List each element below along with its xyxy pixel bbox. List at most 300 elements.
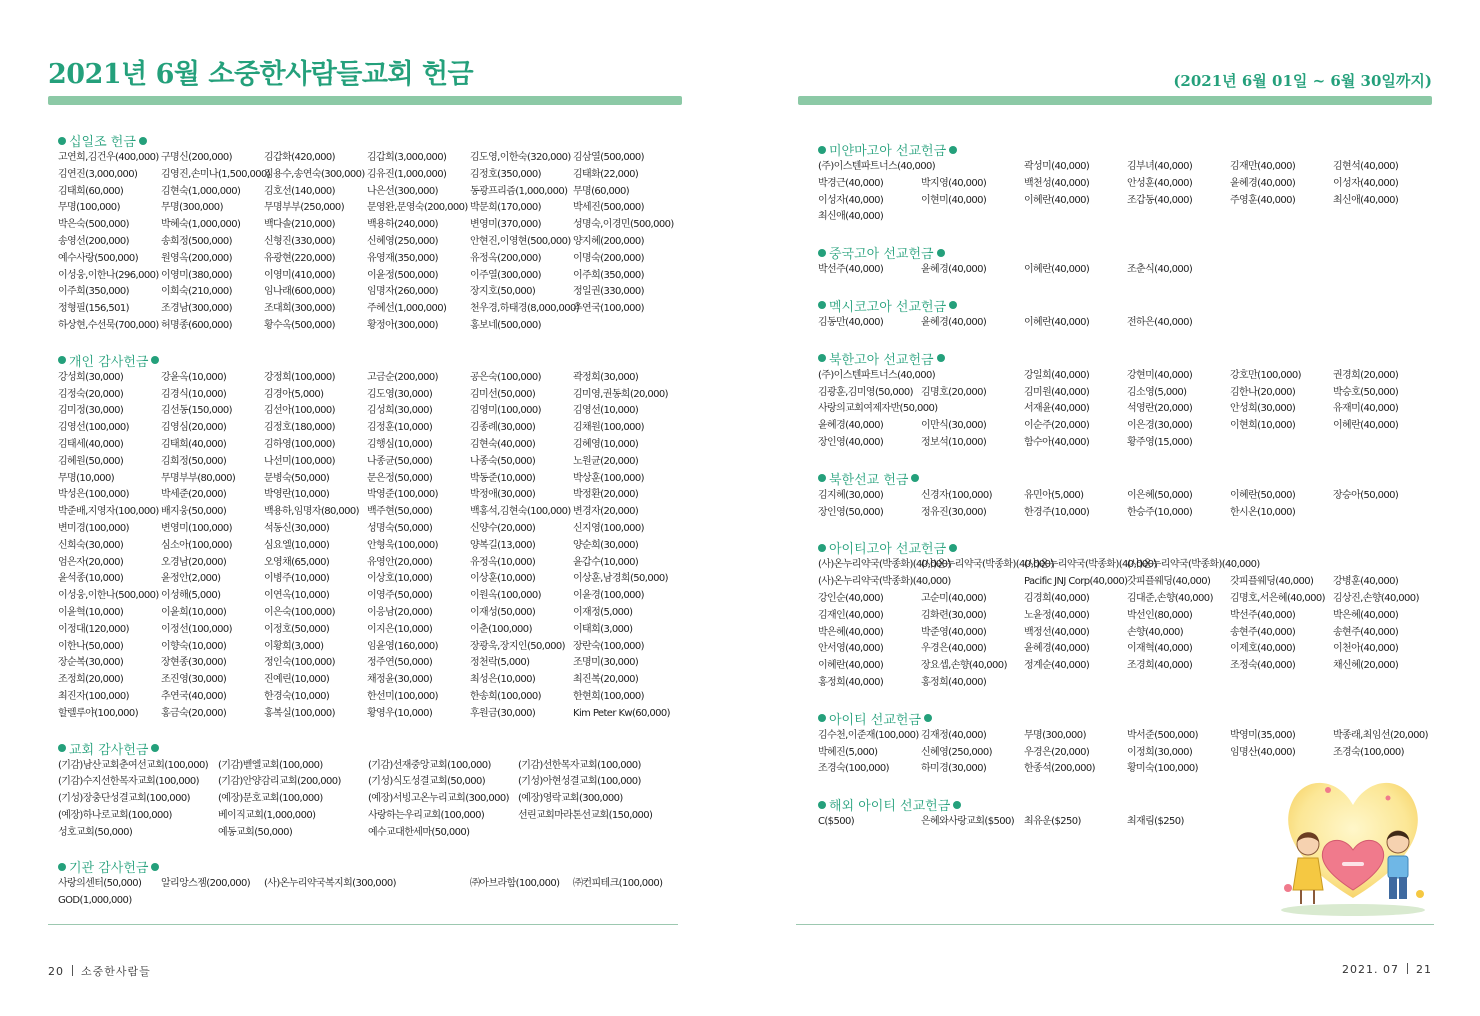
donor-entry: 강병훈(40,000) [1333, 576, 1399, 588]
section-heading [58, 131, 688, 150]
section-title: 해외 아이티 선교헌금 [829, 799, 951, 815]
donor-entry: (사)온누리약국복지회(300,000) [264, 878, 396, 890]
donor-entry: 무명(10,000) [58, 472, 115, 484]
donor-entry: 김성희(30,000) [367, 405, 433, 417]
donor-entry: 조경남(300,000) [161, 303, 232, 315]
donor-entry: 장란숙(100,000) [573, 640, 644, 652]
magazine-name: 소중한사람들 [81, 965, 151, 978]
bullet-dot-icon [949, 146, 957, 154]
left-offering-sections [58, 131, 688, 926]
page-title: 2021년 6월 소중한사람들교회 헌금 [48, 59, 474, 90]
donor-entry: 동광프리즘(1,000,000) [470, 185, 568, 197]
donor-entry: 정인숙(100,000) [264, 657, 335, 669]
donor-entry: 무명(300,000) [161, 202, 223, 214]
donor-entry: 김광훈,김미영(50,000) [818, 386, 913, 398]
donor-entry: ㈜아브라함(100,000) [470, 878, 560, 890]
donor-entry: 공은숙(100,000) [470, 371, 541, 383]
offering-section [58, 857, 688, 910]
donor-entry: 무명(60,000) [573, 185, 630, 197]
donor-entry: 조진영(30,000) [161, 674, 227, 686]
donor-entry: 박영란(10,000) [264, 489, 330, 501]
donor-entry: 나종숙(50,000) [470, 455, 536, 467]
donor-entry: 강호만(100,000) [1230, 369, 1301, 381]
donor-entry: 유재미(40,000) [1333, 403, 1399, 415]
donor-list [818, 557, 1438, 691]
donor-entry: 유영재(350,000) [367, 252, 438, 264]
donor-entry: 변영미(100,000) [161, 522, 232, 534]
donor-entry: (사)온누리약국(박종화)(40,000) [818, 559, 951, 571]
donor-entry: 주혜선(1,000,000) [367, 303, 447, 315]
donor-entry: 문영완,문영숙(200,000) [367, 202, 468, 214]
donor-list [818, 488, 1438, 522]
donor-entry: 김도영(30,000) [367, 388, 433, 400]
donor-entry: 조경희(40,000) [1127, 660, 1193, 672]
donor-entry: 서재윤(40,000) [1024, 403, 1090, 415]
donor-entry: 곽정희(30,000) [573, 371, 639, 383]
donor-entry: 홍정희(40,000) [921, 676, 987, 688]
section-title: 북한선교 헌금 [829, 472, 909, 488]
donor-entry: 김수천,이준재(100,000) [818, 729, 919, 741]
donor-entry: 이성자(40,000) [1333, 177, 1399, 189]
donor-entry: 이상훈,남경희(50,000) [573, 573, 668, 585]
donor-entry: 황정아(300,000) [367, 319, 438, 331]
donor-entry: 최진자(100,000) [58, 690, 129, 702]
donor-entry: 고금순(200,000) [367, 371, 438, 383]
donor-entry: 박세진(500,000) [573, 202, 644, 214]
footer-left [48, 963, 151, 979]
donor-entry: 우경은(40,000) [921, 643, 987, 655]
bottom-divider [796, 924, 1434, 925]
donor-entry: 이연옥(10,000) [264, 590, 330, 602]
donor-entry: 오영채(65,000) [264, 556, 330, 568]
donor-entry: 신혜영(250,000) [367, 235, 438, 247]
donor-entry: 이천아(40,000) [1333, 643, 1399, 655]
donor-entry: 김용수,송연숙(300,000) [264, 168, 365, 180]
donor-entry: (예장)서빙고온누리교회(300,000) [368, 793, 509, 805]
section-heading [58, 351, 688, 370]
donor-entry: 이현미(40,000) [921, 194, 987, 206]
donor-entry: 신경자(100,000) [921, 489, 992, 501]
donor-entry: 송현주(40,000) [1230, 626, 1296, 638]
offering-section [818, 709, 1438, 778]
donor-entry: 정천락(5,000) [470, 657, 530, 669]
donor-entry: 선린교회마라톤선교회(150,000) [518, 809, 653, 821]
page-number-left: 20 [48, 965, 64, 978]
donor-entry: 예동교회(50,000) [218, 826, 293, 838]
title-bar [48, 96, 682, 105]
donor-entry: 김경식(10,000) [161, 388, 227, 400]
donor-entry: 이희숙(210,000) [161, 286, 232, 298]
donor-entry: 이성웅,이한나(500,000) [58, 590, 159, 602]
donor-entry: 이정선(100,000) [161, 623, 232, 635]
donor-entry: 양순희(30,000) [573, 539, 639, 551]
donor-entry: 석동신(30,000) [264, 522, 330, 534]
footer-separator [1407, 963, 1408, 974]
bullet-dot-icon [924, 714, 932, 722]
donor-entry: 진예린(10,000) [264, 674, 330, 686]
donor-entry: 박혜숙(1,000,000) [161, 219, 241, 231]
offering-section [818, 140, 1438, 226]
donor-entry: 알리앙스젬(200,000) [161, 878, 251, 890]
donor-entry: 김하영(100,000) [264, 438, 335, 450]
donor-entry: 유민아(5,000) [1024, 489, 1084, 501]
donor-entry: 이제호(40,000) [1230, 643, 1296, 655]
donor-entry: 하상현,수선묵(700,000) [58, 319, 159, 331]
donor-entry: (예장)문호교회(100,000) [218, 793, 323, 805]
donor-entry: 한송희(100,000) [470, 690, 541, 702]
donor-entry: 이혜란(40,000) [1333, 420, 1399, 432]
donor-entry: Pacific JNJ Corp(40,000) [1024, 576, 1128, 588]
donor-entry: 박은혜(40,000) [818, 626, 884, 638]
donor-entry: 김경아(5,000) [264, 388, 324, 400]
donor-entry: 김삼열(500,000) [573, 152, 644, 163]
section-title: 아이티 선교헌금 [829, 712, 922, 728]
donor-entry: 김재정(40,000) [921, 729, 987, 741]
donor-entry: 최진복(20,000) [573, 674, 639, 686]
donor-entry: 이황희(3,000) [264, 640, 324, 652]
donor-entry: 김화련(30,000) [921, 609, 987, 621]
donor-entry: 이혜란(40,000) [1024, 194, 1090, 206]
donor-entry: 한선미(100,000) [367, 690, 438, 702]
donor-entry: 윤혜경(40,000) [1024, 643, 1090, 655]
bullet-dot-icon [58, 137, 66, 145]
donor-entry: 유정옥(10,000) [470, 556, 536, 568]
section-title: 멕시코고아 선교헌금 [829, 299, 947, 315]
donor-entry: 갓피플웨딩(40,000) [1230, 576, 1314, 588]
donor-entry: 안서영(40,000) [818, 643, 884, 655]
donor-entry: 신희숙(30,000) [58, 539, 124, 551]
donor-entry: 김현숙(40,000) [470, 438, 536, 450]
donor-entry: 추연국(40,000) [161, 690, 227, 702]
donor-entry: 사랑의교회여제자반(50,000) [818, 403, 938, 415]
donor-entry: 이혜란(50,000) [1230, 489, 1296, 501]
donor-entry: 이응남(20,000) [367, 606, 433, 618]
donor-entry: 정보석(10,000) [921, 436, 987, 448]
donor-entry: 장현종(30,000) [161, 657, 227, 669]
donor-entry: 김유진(1,000,000) [367, 168, 447, 180]
section-title: 개인 감사헌금 [69, 354, 149, 370]
donor-entry: 무명부부(80,000) [161, 472, 236, 484]
donor-entry: 김갑회(3,000,000) [367, 152, 447, 163]
section-title: 기관 감사헌금 [69, 861, 149, 877]
donor-entry: 김갑화(420,000) [264, 152, 335, 163]
bullet-dot-icon [937, 354, 945, 362]
donor-entry: 손향(40,000) [1127, 626, 1184, 638]
section-title: 중국고아 선교헌금 [829, 247, 934, 263]
donor-entry: 사랑의센터(50,000) [58, 878, 142, 890]
donor-entry: 이성해(5,000) [161, 590, 221, 602]
donor-entry: 권경희(20,000) [1333, 369, 1399, 381]
donor-entry: 강현미(40,000) [1127, 369, 1193, 381]
donor-entry: ㈜컨피테크(100,000) [573, 878, 663, 890]
donor-entry: 김정훈(10,000) [367, 422, 433, 434]
donor-entry: 황영우(10,000) [367, 707, 433, 719]
offering-section [58, 351, 688, 723]
donor-entry: 한승주(10,000) [1127, 506, 1193, 518]
donor-entry: (사)온누리약국(박종화)(40,000) [921, 559, 1054, 571]
donor-entry: 정일권(330,000) [573, 286, 644, 298]
bullet-dot-icon [937, 249, 945, 257]
donor-entry: (예장)하나로교회(100,000) [58, 809, 172, 821]
bullet-dot-icon [58, 744, 66, 752]
donor-entry: 조갑동(40,000) [1127, 194, 1193, 206]
donor-entry: 이성자(40,000) [818, 194, 884, 206]
donor-entry: 박선주(40,000) [818, 264, 884, 276]
donor-entry: 홍금숙(20,000) [161, 707, 227, 719]
donor-entry: 예수교대한세마(50,000) [368, 826, 470, 838]
donor-entry: 하미경(30,000) [921, 763, 987, 775]
donor-entry: 김행심(10,000) [367, 438, 433, 450]
donor-entry: 윤혜경(40,000) [921, 264, 987, 276]
donor-entry: 홍정희(40,000) [818, 676, 884, 688]
donor-entry: 이주희(350,000) [573, 269, 644, 281]
donor-entry: 김정호(180,000) [264, 422, 335, 434]
donor-entry: 조정숙(40,000) [1230, 660, 1296, 672]
bullet-dot-icon [818, 714, 826, 722]
donor-entry: 이성웅,이한나(296,000) [58, 269, 159, 281]
donor-entry: 이윤정(500,000) [367, 269, 438, 281]
donor-entry: 홍복실(100,000) [264, 707, 335, 719]
donor-entry: 김채원(100,000) [573, 422, 644, 434]
donor-entry: 고연희,김건우(400,000) [58, 152, 159, 163]
donor-entry: 박혜진(5,000) [818, 746, 878, 758]
bullet-dot-icon [151, 744, 159, 752]
donor-entry: 조춘식(40,000) [1127, 264, 1193, 276]
donor-entry: 윤혜경(40,000) [1230, 177, 1296, 189]
donor-entry: (기감)벧엘교회(100,000) [218, 759, 323, 771]
donor-entry: 김종례(30,000) [470, 422, 536, 434]
donor-list [818, 262, 1438, 279]
bullet-dot-icon [58, 356, 66, 364]
donor-entry: 김현석(40,000) [1333, 161, 1399, 172]
donor-entry: 한경주(10,000) [1024, 506, 1090, 518]
donor-entry: (주)이스텐파트너스(40,000) [818, 369, 936, 381]
donor-entry: 곽성미(40,000) [1024, 161, 1090, 172]
donor-entry: 박정애(30,000) [470, 489, 536, 501]
donor-entry: 이은숙(100,000) [264, 606, 335, 618]
donor-entry: 윤혜경(40,000) [818, 420, 884, 432]
bullet-dot-icon [818, 146, 826, 154]
donor-entry: (사)온누리약국(박종화)(40,000) [1127, 559, 1260, 571]
donor-entry: 추연국(100,000) [573, 303, 644, 315]
date-range-subtitle: (2021년 6월 01일 ~ 6월 30일까지) [1173, 72, 1432, 90]
donor-entry: (기성)아현성결교회(100,000) [518, 776, 641, 788]
donor-entry: 임윤영(160,000) [367, 640, 438, 652]
donor-entry: 황주영(15,000) [1127, 436, 1193, 448]
donor-entry: (기감)남산교회춘여선교회(100,000) [58, 759, 209, 771]
donor-list [818, 315, 1438, 332]
donor-entry: 최성은(10,000) [470, 674, 536, 686]
donor-entry: 김영진,손미나(1,500,000) [161, 168, 271, 180]
donor-entry: 사랑하는우리교회(100,000) [368, 809, 485, 821]
donor-entry: 김지혜(30,000) [818, 489, 884, 501]
donor-entry: 정유진(30,000) [921, 506, 987, 518]
donor-entry: 박성은(100,000) [58, 489, 129, 501]
section-heading [818, 349, 1438, 368]
donor-entry: 박지영(40,000) [921, 177, 987, 189]
donor-entry: (기감)선한목자교회(100,000) [518, 759, 641, 771]
bullet-dot-icon [818, 249, 826, 257]
donor-entry: 이상호(10,000) [367, 573, 433, 585]
donor-entry: 윤정안(2,000) [161, 573, 221, 585]
donor-entry: 박선주(40,000) [1230, 609, 1296, 621]
donor-entry: 황수옥(500,000) [264, 319, 335, 331]
donor-entry: 엄은자(20,000) [58, 556, 124, 568]
donor-entry: 이혜란(40,000) [818, 660, 884, 672]
donor-list [818, 368, 1438, 452]
bullet-dot-icon [151, 356, 159, 364]
donor-entry: 김미선(50,000) [470, 388, 536, 400]
donor-entry: 김선아(100,000) [264, 405, 335, 417]
donor-entry: 함수아(40,000) [1024, 436, 1090, 448]
donor-entry: 무명(100,000) [58, 202, 120, 214]
donor-entry: 김경희(40,000) [1024, 592, 1090, 604]
donor-entry: 김혜원(50,000) [58, 455, 124, 467]
donor-entry: GOD(1,000,000) [58, 895, 132, 907]
donor-entry: 장요셉,손향(40,000) [921, 660, 1007, 672]
bullet-dot-icon [818, 801, 826, 809]
donor-entry: 박준영(40,000) [921, 626, 987, 638]
donor-entry: 천우경,하태경(8,000,000) [470, 303, 580, 315]
donor-entry: 이재혁(40,000) [1127, 643, 1193, 655]
donor-entry: 이영주(50,000) [367, 590, 433, 602]
donor-entry: 김정호(350,000) [470, 168, 541, 180]
donor-entry: (예장)영락교회(300,000) [518, 793, 623, 805]
donor-entry: 노원균(20,000) [573, 455, 639, 467]
donor-entry: 채신혜(20,000) [1333, 660, 1399, 672]
bullet-dot-icon [818, 354, 826, 362]
donor-entry: 고순미(40,000) [921, 592, 987, 604]
right-offering-sections [818, 140, 1438, 848]
donor-entry: 김부녀(40,000) [1127, 161, 1193, 172]
donor-entry: 송희정(500,000) [161, 235, 232, 247]
donor-entry: 송현주(40,000) [1333, 626, 1399, 638]
donor-entry: 박영미(35,000) [1230, 729, 1296, 741]
donor-entry: 김정숙(20,000) [58, 388, 124, 400]
bullet-dot-icon [818, 474, 826, 482]
donor-entry: 양복길(13,000) [470, 539, 536, 551]
donor-entry: 이순주(20,000) [1024, 420, 1090, 432]
donor-entry: 이한나(50,000) [58, 640, 124, 652]
donor-entry: 강성희(30,000) [58, 371, 124, 383]
donor-entry: 김연진(3,000,000) [58, 168, 138, 180]
donor-entry: 장순복(30,000) [58, 657, 124, 669]
donor-entry: 전하은(40,000) [1127, 316, 1193, 328]
section-heading [818, 709, 1438, 728]
donor-entry: 이윤혁(10,000) [58, 606, 124, 618]
donor-entry: 채정윤(30,000) [367, 674, 433, 686]
donor-entry: 윤석종(10,000) [58, 573, 124, 585]
children-heart-illustration [1268, 770, 1438, 920]
donor-list [58, 150, 688, 335]
donor-entry: 김상진,손향(40,000) [1333, 592, 1419, 604]
donor-entry: 백홍석,김현숙(100,000) [470, 506, 571, 518]
bullet-dot-icon [949, 544, 957, 552]
donor-entry: 조정희(20,000) [58, 674, 124, 686]
page-number-right: 21 [1416, 963, 1432, 976]
footer-separator [72, 965, 73, 976]
donor-entry: 이정대(120,000) [58, 623, 129, 635]
donor-entry: 이혜란(40,000) [1024, 264, 1090, 276]
section-heading [58, 739, 688, 758]
donor-entry: 김소영(5,000) [1127, 386, 1187, 398]
donor-entry: 은혜와사랑교회($500) [921, 816, 1015, 828]
donor-entry: 이은경(30,000) [1127, 420, 1193, 432]
donor-entry: 한종석(200,000) [1024, 763, 1095, 775]
donor-entry: 이향숙(10,000) [161, 640, 227, 652]
offering-section [818, 469, 1438, 522]
donor-entry: 조대희(300,000) [264, 303, 335, 315]
donor-entry: Kim Peter Kw(60,000) [573, 707, 670, 719]
donor-entry: 한경숙(10,000) [264, 690, 330, 702]
offering-section [818, 349, 1438, 452]
donor-entry: 유광현(220,000) [264, 252, 335, 264]
donor-entry: 김영선(10,000) [573, 405, 639, 417]
donor-entry: 이상훈(10,000) [470, 573, 536, 585]
donor-entry: 신양수(20,000) [470, 522, 536, 534]
donor-entry: 강정희(100,000) [264, 371, 335, 383]
donor-entry: 안현진,이영현(500,000) [470, 235, 571, 247]
donor-entry: 오경남(20,000) [161, 556, 227, 568]
donor-entry: 이춘(100,000) [470, 623, 532, 635]
section-title: 교회 감사헌금 [69, 742, 149, 758]
donor-entry: 유영안(20,000) [367, 556, 433, 568]
donor-entry: 김명호(20,000) [921, 386, 987, 398]
donor-entry: 변경자(20,000) [573, 506, 639, 518]
offering-section [818, 538, 1438, 691]
donor-entry: 성호교회(50,000) [58, 826, 133, 838]
donor-entry: 문병숙(50,000) [264, 472, 330, 484]
donor-entry: 유정옥(200,000) [470, 252, 541, 264]
donor-entry: 김재인(40,000) [818, 609, 884, 621]
donor-entry: 할렐루야(100,000) [58, 707, 138, 719]
donor-entry: 나은선(300,000) [367, 185, 438, 197]
donor-entry: 나종균(50,000) [367, 455, 433, 467]
footer-right [1342, 963, 1432, 976]
donor-entry: 박선인(80,000) [1127, 609, 1193, 621]
donor-entry: 박승호(50,000) [1333, 386, 1399, 398]
donor-entry: 백정선(40,000) [1024, 626, 1090, 638]
donor-entry: 박문희(170,000) [470, 202, 541, 214]
donor-entry: 갓피플웨딩(40,000) [1127, 576, 1211, 588]
section-heading [818, 469, 1438, 488]
issue-date: 2021. 07 [1342, 963, 1399, 976]
bullet-dot-icon [139, 137, 147, 145]
donor-entry: 백용하(240,000) [367, 219, 438, 231]
offering-section [58, 131, 688, 335]
donor-list [58, 370, 688, 723]
bullet-dot-icon [818, 301, 826, 309]
donor-entry: 신혜영(250,000) [921, 746, 992, 758]
donor-entry: (주)이스텐파트너스(40,000) [818, 161, 936, 172]
donor-entry: 박세준(20,000) [161, 489, 227, 501]
donor-list [58, 758, 688, 842]
donor-entry: 조명미(30,000) [573, 657, 639, 669]
donor-entry: 이주희(350,000) [58, 286, 129, 298]
section-heading [818, 538, 1438, 557]
section-heading [818, 140, 1438, 159]
donor-entry: 박서준(500,000) [1127, 729, 1198, 741]
donor-entry: 김선동(150,000) [161, 405, 232, 417]
section-title: 아이티고아 선교헌금 [829, 542, 947, 558]
bullet-dot-icon [151, 863, 159, 871]
donor-entry: 장광욱,장지인(50,000) [470, 640, 565, 652]
title-bar [798, 96, 1432, 105]
donor-entry: 김혜영(10,000) [573, 438, 639, 450]
donor-entry: 김영선(100,000) [58, 422, 129, 434]
donor-entry: 최신애(40,000) [1333, 194, 1399, 206]
section-title: 십일조 헌금 [69, 135, 136, 150]
